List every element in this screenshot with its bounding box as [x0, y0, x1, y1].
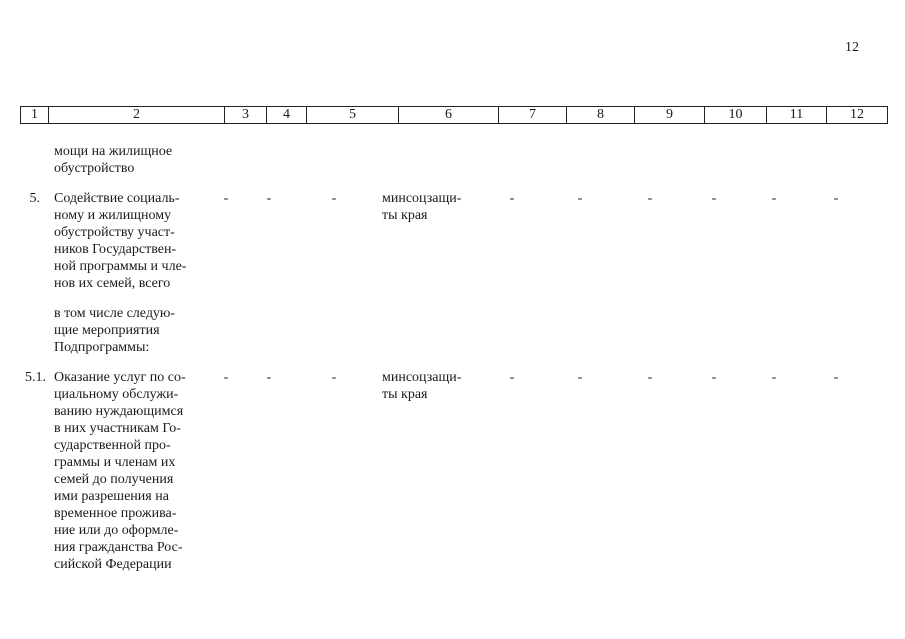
executor-line: ты края [382, 387, 428, 402]
description-line: ими разрешения на [54, 489, 169, 504]
description-line: ванию нуждающимся [54, 404, 184, 419]
description-line: циальному обслужи- [54, 387, 179, 402]
header-col-7: 7 [499, 107, 567, 124]
value-col-5: - [331, 370, 337, 385]
value-col-11: - [771, 370, 777, 385]
description-line: ному и жилищному [54, 208, 172, 223]
header-col-5: 5 [307, 107, 399, 124]
executor-line: минсоцзащи- [382, 191, 462, 206]
value-col-7: - [509, 191, 515, 206]
value-col-4: - [266, 370, 272, 385]
description-line: нов их семей, всего [54, 276, 171, 291]
value-col-4: - [266, 191, 272, 206]
row-description [54, 190, 200, 292]
description-line: Оказание услуг по со- [54, 370, 186, 385]
description-line: ния гражданства Рос- [54, 540, 183, 555]
description-line: обустройству участ- [54, 225, 175, 240]
executor-line: ты края [382, 208, 428, 223]
header-col-12: 12 [827, 107, 888, 124]
description-line: временное прожива- [54, 506, 177, 521]
value-col-9: - [647, 370, 653, 385]
intro-line: щие мероприятия [54, 323, 160, 338]
continuation-text [54, 143, 200, 177]
column-number-header [20, 106, 888, 124]
row-description [54, 369, 200, 573]
header-col-6: 6 [399, 107, 499, 124]
subprogram-intro [54, 305, 200, 356]
intro-line: Подпрограммы: [54, 340, 150, 355]
header-col-9: 9 [635, 107, 705, 124]
description-line: ной программы и чле- [54, 259, 187, 274]
value-col-7: - [509, 370, 515, 385]
value-col-8: - [577, 191, 583, 206]
header-col-8: 8 [567, 107, 635, 124]
continuation-line: обустройство [54, 161, 135, 176]
row-number: 5. [29, 191, 40, 206]
value-col-10: - [711, 370, 717, 385]
value-col-5: - [331, 191, 337, 206]
description-line: сийской Федерации [54, 557, 172, 572]
continuation-line: мощи на жилищное [54, 144, 173, 159]
header-col-11: 11 [767, 107, 827, 124]
header-col-10: 10 [705, 107, 767, 124]
page-number: 12 [845, 40, 859, 55]
value-col-12: - [833, 370, 839, 385]
description-line: в них участникам Го- [54, 421, 181, 436]
responsible-executor [382, 190, 461, 224]
value-col-10: - [711, 191, 717, 206]
value-col-3: - [223, 370, 229, 385]
description-line: сударственной про- [54, 438, 171, 453]
value-col-9: - [647, 191, 653, 206]
description-line: ние или до оформле- [54, 523, 179, 538]
description-line: граммы и членам их [54, 455, 176, 470]
executor-line: минсоцзащи- [382, 370, 462, 385]
value-col-12: - [833, 191, 839, 206]
description-line: Содействие социаль- [54, 191, 180, 206]
header-col-3: 3 [225, 107, 267, 124]
description-line: ников Государствен- [54, 242, 177, 257]
intro-line: в том числе следую- [54, 306, 176, 321]
value-col-11: - [771, 191, 777, 206]
description-line: семей до получения [54, 472, 174, 487]
responsible-executor [382, 369, 461, 403]
header-col-2: 2 [49, 107, 225, 124]
value-col-8: - [577, 370, 583, 385]
header-col-1: 1 [21, 107, 49, 124]
row-number: 5.1. [25, 370, 46, 385]
value-col-3: - [223, 191, 229, 206]
header-col-4: 4 [267, 107, 307, 124]
